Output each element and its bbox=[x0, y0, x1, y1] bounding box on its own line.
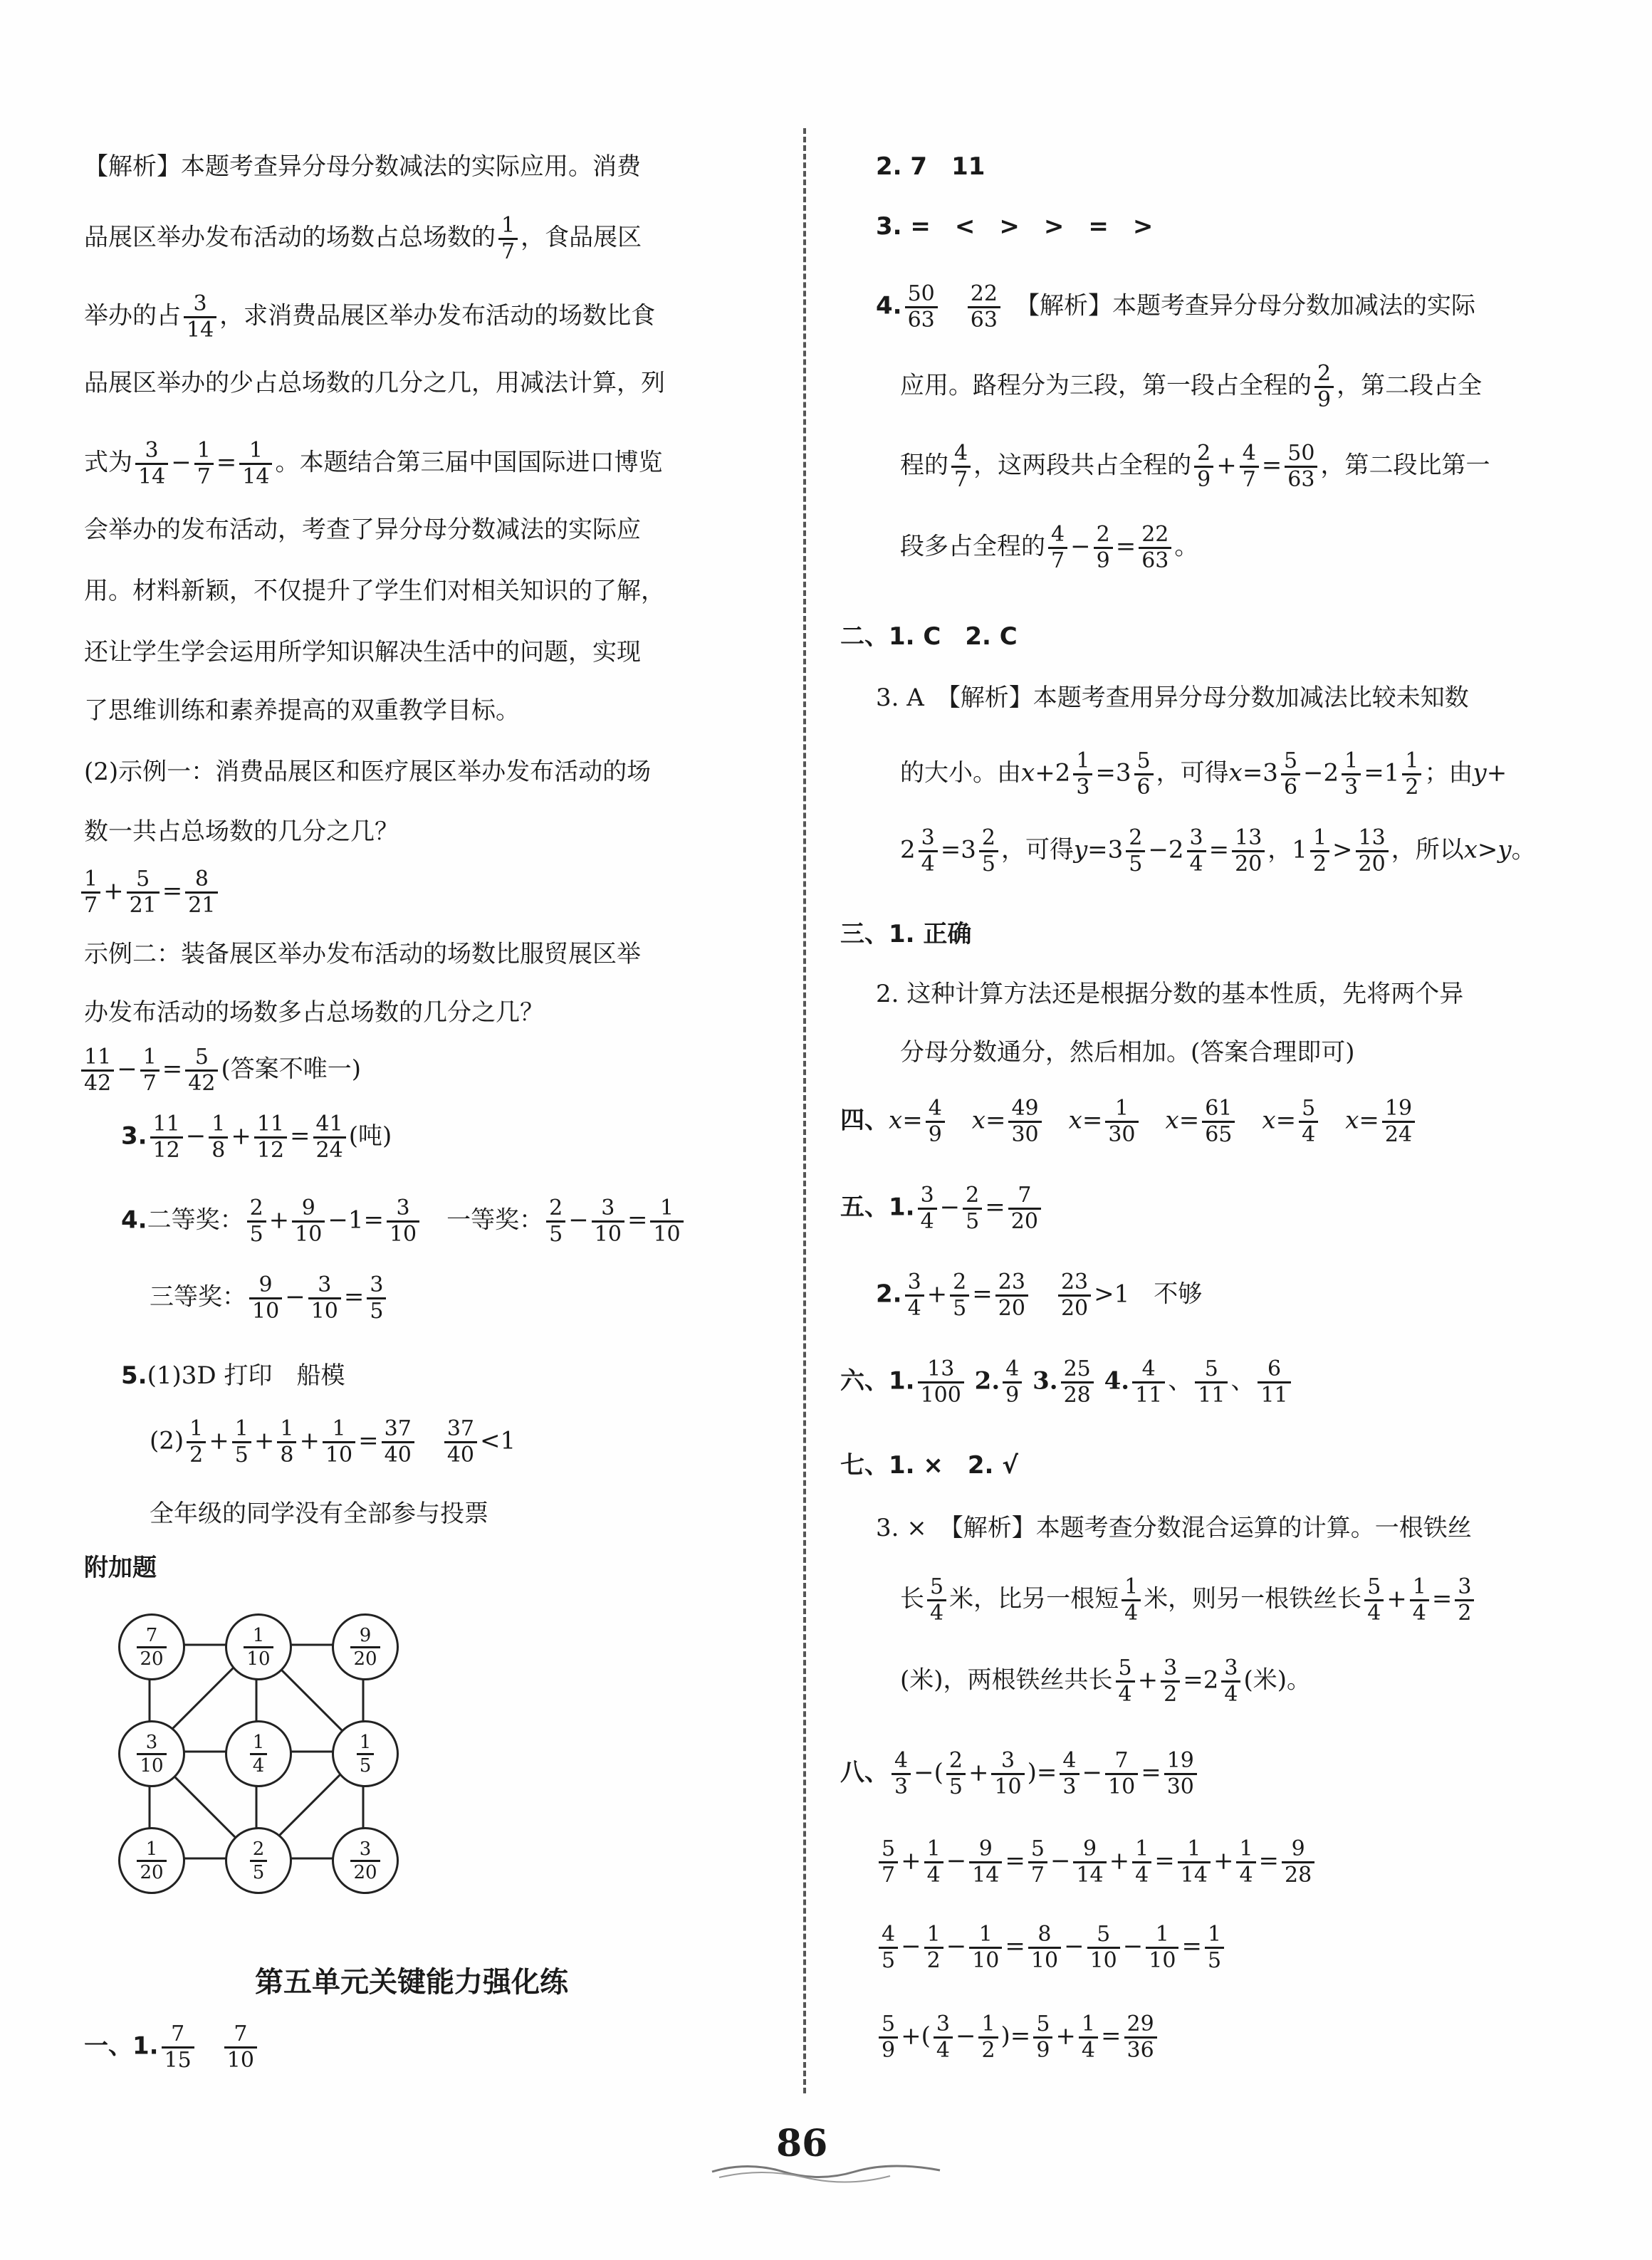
r-answer-2: 2. 7 11 bbox=[876, 152, 986, 181]
answer-4-third: 三等奖： $\frac{9}{10}$ − $\frac{3}{10}$ = $\frac{3}{5}$ bbox=[150, 1273, 389, 1324]
answer-4: 4.二等奖： $\frac{2}{5}$ + $\frac{9}{10}$ −1= $\frac{3}{10}$ 一等奖： $\frac{2}{5}$ − $\frac{3}{10}$ = $\frac{1}{10}$ bbox=[121, 1196, 686, 1247]
section-7: 七、1. × 2. √ bbox=[840, 1451, 1018, 1480]
analysis-line-1: 【解析】本题考查异分母分数减法的实际应用。消费 bbox=[84, 152, 641, 181]
section-5: 五、1. $\frac{3}{4}$ − $\frac{2}{5}$ = $\frac{7}{20}$ bbox=[840, 1183, 1044, 1234]
section-3: 三、1. 正确 bbox=[840, 920, 972, 948]
section-7-q3: 3. × 【解析】本题考查分数混合运算的计算。一根铁丝 bbox=[876, 1514, 1472, 1542]
example-1-equation: $\frac{1}{7}$ + $\frac{5}{21}$ = $\frac{8}{21}$ bbox=[78, 867, 221, 918]
answer-3: 3. $\frac{11}{12}$ − $\frac{1}{8}$ + $\frac{11}{12}$ = $\frac{41}{24}$ (吨) bbox=[121, 1111, 392, 1163]
example-1-line-2: 数一共占总场数的几分之几？ bbox=[84, 817, 399, 846]
analysis-line-8: 还让学生学会运用所学知识解决生活中的问题，实现 bbox=[84, 638, 641, 666]
answer-5-1: 5.(1)3D 打印 船模 bbox=[121, 1361, 345, 1390]
section-3-q2-line-2: 分母分数通分，然后相加。(答案合理即可) bbox=[900, 1038, 1355, 1067]
r-answer-4-line-4: 段多占全程的 $\frac{4}{7}$ − $\frac{2}{9}$ = $\frac{22}{63}$ 。 bbox=[900, 522, 1199, 573]
page-ornament-icon bbox=[705, 2157, 947, 2186]
r-answer-4-line-3: 程的 $\frac{4}{7}$ ，这两段共占全程的 $\frac{2}{9}$ + $\frac{4}{7}$ = $\frac{50}{63}$ ，第二段比第一 bbox=[900, 441, 1490, 492]
r-answer-4: 4. $\frac{50}{63}$ $\frac{22}{63}$ 【解析】本题考查异分母分数加减法的实际 bbox=[876, 281, 1475, 333]
analysis-line-6: 会举办的发布活动，考查了异分母分数减法的实际应 bbox=[84, 516, 641, 544]
diagram-node: $\frac{7}{20}$ bbox=[118, 1613, 185, 1680]
section-4: 四、x= $\frac{4}{9}$ x= $\frac{49}{30}$ x= $\frac{1}{30}$ x= $\frac{61}{65}$ x= $\frac{5}{4}$ x= $\frac{19}{24}$ bbox=[840, 1097, 1418, 1147]
example-2-line-1: 示例二：装备展区举办发布活动的场数比服贸展区举 bbox=[84, 940, 641, 968]
extra-question-title: 附加题 bbox=[84, 1554, 157, 1582]
analysis-line-3: 举办的占 $\frac{3}{14}$ ，求消费品展区举办发布活动的场数比食 bbox=[84, 291, 656, 342]
section-2-q3: 3. A 【解析】本题考查用异分母分数加减法比较未知数 bbox=[876, 684, 1469, 712]
diagram-node: $\frac{1}{5}$ bbox=[332, 1720, 399, 1787]
column-divider bbox=[803, 128, 806, 2093]
diagram-node: $\frac{1}{10}$ bbox=[225, 1613, 292, 1680]
answer-5-conclusion: 全年级的同学没有全部参与投票 bbox=[150, 1500, 488, 1528]
analysis-line-9: 了思维训练和素养提高的双重教学目标。 bbox=[84, 696, 520, 725]
section-3-q2: 2. 这种计算方法还是根据分数的基本性质，先将两个异 bbox=[876, 980, 1464, 1008]
section-7-q3-line-2: 长 $\frac{5}{4}$ 米，比另一根短 $\frac{1}{4}$ 米，则另一根铁丝长 $\frac{5}{4}$ + $\frac{1}{4}$ = $\frac{3}{2}$ bbox=[900, 1575, 1477, 1626]
section-6: 六、1. $\frac{13}{100}$ 2. $\frac{4}{9}$ 3. $\frac{25}{28}$ 4. $\frac{4}{11}$ 、 $\frac{5}{11}$ 、 $\frac{6}{11}$ bbox=[840, 1357, 1294, 1408]
section-8-eq-3: $\frac{4}{5}$ − $\frac{1}{2}$ − $\frac{1}{10}$ = $\frac{8}{10}$ − $\frac{5}{10}$ − $\frac{1}{10}$ = $\frac{1}{5}$ bbox=[876, 1922, 1227, 1973]
r-answer-3: 3. = < > > = > bbox=[876, 212, 1154, 241]
section-8-eq-1: 八、 $\frac{4}{3}$ −( $\frac{2}{5}$ + $\frac{3}{10}$ )= $\frac{4}{3}$ − $\frac{7}{10}$ = $\frac{19}{30}$ bbox=[840, 1749, 1200, 1799]
example-2-line-2: 办发布活动的场数多占总场数的几分之几？ bbox=[84, 998, 544, 1027]
answer-5-2: (2) $\frac{1}{2}$ + $\frac{1}{5}$ + $\frac{1}{8}$ + $\frac{1}{10}$ = $\frac{37}{40}$ $\frac{37}{40}$ <1 bbox=[150, 1416, 516, 1468]
page-number: 86 bbox=[776, 2122, 828, 2165]
section-2-q3-line-2: 的大小。由x+2 $\frac{1}{3}$ =3 $\frac{5}{6}$ ，可得x=3 $\frac{5}{6}$ −2 $\frac{1}{3}$ =1 $\frac{1}{2}$ ；由y+ bbox=[900, 748, 1507, 800]
diagram-node: $\frac{3}{20}$ bbox=[332, 1827, 399, 1894]
section-2-q3-line-3: 2 $\frac{3}{4}$ =3 $\frac{2}{5}$ ，可得y=3 $\frac{2}{5}$ −2 $\frac{3}{4}$ = $\frac{13}{20}$ ，1 $\frac{1}{2}$ > $\frac{13}{20}$ ，所以x>y。 bbox=[900, 825, 1536, 877]
diagram-node: $\frac{2}{5}$ bbox=[225, 1827, 292, 1894]
analysis-line-7: 用。材料新颖，不仅提升了学生们对相关知识的了解， bbox=[84, 577, 665, 605]
r-answer-4-line-2: 应用。路程分为三段，第一段占全程的 $\frac{2}{9}$ ，第二段占全 bbox=[900, 361, 1483, 412]
section-2: 二、1. C 2. C bbox=[840, 622, 1018, 651]
unit-title: 第五单元关键能力强化练 bbox=[255, 1966, 568, 1999]
diagram-node: $\frac{3}{10}$ bbox=[118, 1720, 185, 1787]
diagram-node: $\frac{9}{20}$ bbox=[332, 1613, 399, 1680]
analysis-line-4: 品展区举办的少占总场数的几分之几，用减法计算，列 bbox=[84, 369, 665, 397]
diagram-node: $\frac{1}{20}$ bbox=[118, 1827, 185, 1894]
analysis-line-5: 式为 $\frac{3}{14}$ − $\frac{1}{7}$ = $\frac{1}{14}$ 。本题结合第三届中国国际进口博览 bbox=[84, 438, 663, 489]
example-2-equation: $\frac{11}{42}$ − $\frac{1}{7}$ = $\frac{5}{42}$ (答案不唯一) bbox=[78, 1045, 361, 1096]
section-8-eq-4: $\frac{5}{9}$ +( $\frac{3}{4}$ − $\frac{1}{2}$ )= $\frac{5}{9}$ + $\frac{1}{4}$ = $\frac{29}{36}$ bbox=[876, 2012, 1160, 2063]
diagram-node: $\frac{1}{4}$ bbox=[225, 1720, 292, 1787]
example-1-line-1: (2)示例一：消费品展区和医疗展区举办发布活动的场 bbox=[84, 758, 652, 786]
section-1-answer: 一、1. $\frac{7}{15}$ $\frac{7}{10}$ bbox=[84, 2022, 260, 2073]
section-8-eq-2: $\frac{5}{7}$ + $\frac{1}{4}$ − $\frac{9}{14}$ = $\frac{5}{7}$ − $\frac{9}{14}$ + $\frac{1}{4}$ = $\frac{1}{14}$ + $\frac{1}{4}$ = $\frac{9}{28}$ bbox=[876, 1837, 1317, 1888]
section-5-q2: 2. $\frac{3}{4}$ + $\frac{2}{5}$ = $\frac{23}{20}$ $\frac{23}{20}$ >1 不够 bbox=[876, 1270, 1203, 1321]
section-7-q3-line-3: (米)，两根铁丝共长 $\frac{5}{4}$ + $\frac{3}{2}$ =2 $\frac{3}{4}$ (米)。 bbox=[900, 1655, 1311, 1707]
analysis-line-2: 品展区举办发布活动的场数占总场数的 $\frac{1}{7}$ ，食品展区 bbox=[84, 213, 642, 264]
